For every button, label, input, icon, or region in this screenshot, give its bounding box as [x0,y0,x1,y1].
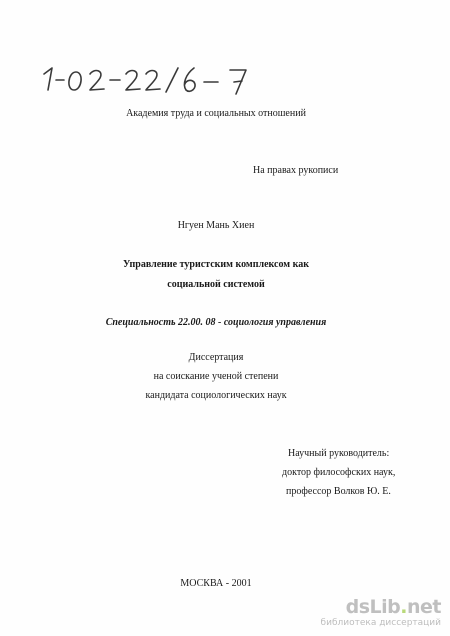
supervisor-name: профессор Волков Ю. Е. [286,486,391,497]
logo-dot: . [400,596,407,618]
supervisor-label: Научный руководитель: [288,448,390,459]
supervisor-degree: доктор философских наук, [282,467,396,478]
logo-right: net [407,596,441,618]
degree-line-1: Диссертация [188,352,244,363]
dslib-logo-text [346,596,441,618]
dslib-logo-caption: библиотека диссертаций [320,618,441,628]
thesis-title-line-1: Управление туристским комплексом как [123,259,309,270]
thesis-title-line-2: социальной системой [167,279,265,290]
specialty-line: Специальность 22.00. 08 - социология управления [105,317,327,328]
degree-line-2: на соискание ученой степени [153,371,279,382]
handwritten-archive-number [38,60,268,100]
rights-note: На правах рукописи [253,165,339,176]
logo-left: dsLib [345,596,401,618]
institution-name: Академия труда и социальных отношений [126,108,306,119]
dslib-watermark-logo[interactable] [320,596,445,632]
author-name: Нгуен Мань Хиен [177,220,255,231]
city-year: МОСКВА - 2001 [180,578,252,589]
degree-line-3: кандидата социологических наук [145,390,287,401]
